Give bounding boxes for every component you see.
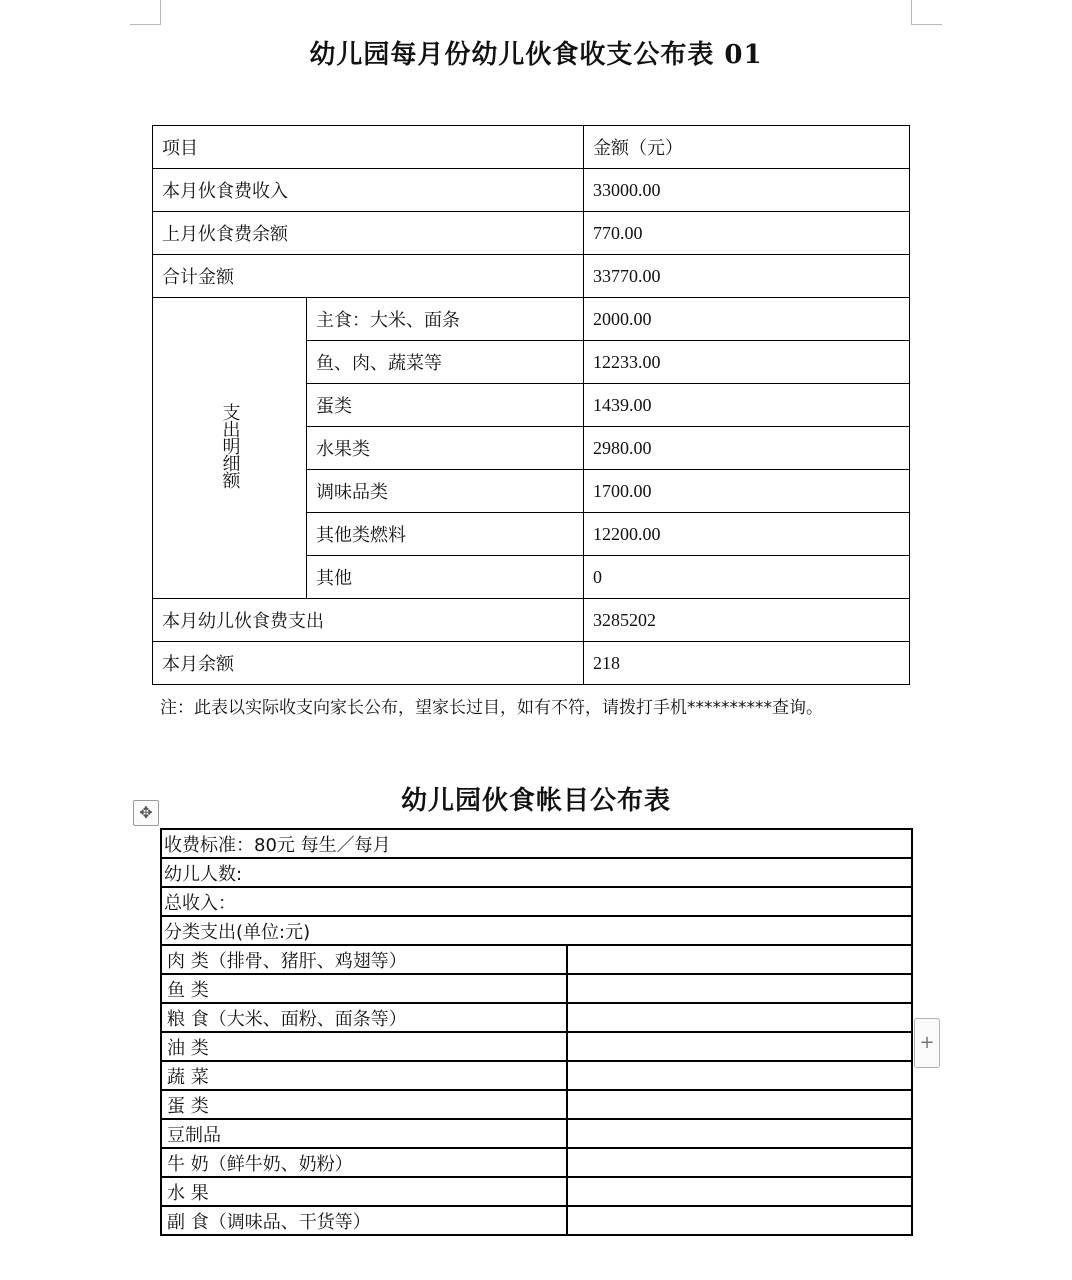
row-amount: 33000.00: [584, 169, 910, 212]
summary-label: 本月余额: [153, 642, 584, 685]
table-row: [161, 1003, 912, 1032]
category-label: 豆制品: [161, 1119, 567, 1148]
row-label: 合计金额: [153, 255, 584, 298]
category-label: 鱼 类: [161, 974, 567, 1003]
info-row: 幼儿人数:: [161, 858, 912, 887]
expense-amount: 1700.00: [584, 470, 910, 513]
table-row: [161, 887, 912, 916]
move-arrows-icon[interactable]: ✥: [133, 800, 159, 826]
page-corner-mark-right: [911, 0, 942, 25]
category-amount-cell[interactable]: [567, 1003, 912, 1032]
row-amount: 33770.00: [584, 255, 910, 298]
category-amount-cell[interactable]: [567, 1177, 912, 1206]
expense-amount: 0: [584, 556, 910, 599]
table-row: [161, 1032, 912, 1061]
header-amount: 金额（元）: [584, 126, 910, 169]
info-row: 收费标准：80元 每生／每月: [161, 829, 912, 858]
plus-icon[interactable]: +: [914, 1018, 940, 1068]
summary-amount: 3285202: [584, 599, 910, 642]
category-label: 肉 类（排骨、猪肝、鸡翅等）: [161, 945, 567, 974]
category-amount-cell[interactable]: [567, 1090, 912, 1119]
expense-label: 蛋类: [307, 384, 584, 427]
doc2-table: [160, 828, 913, 1236]
category-amount-cell[interactable]: [567, 945, 912, 974]
table-row: [161, 1061, 912, 1090]
table-row: [161, 974, 912, 1003]
doc1-table: [152, 125, 910, 685]
category-amount-cell[interactable]: [567, 1061, 912, 1090]
expense-label: 其他: [307, 556, 584, 599]
expense-amount: 2980.00: [584, 427, 910, 470]
summary-amount: 218: [584, 642, 910, 685]
row-amount: 770.00: [584, 212, 910, 255]
expense-amount: 2000.00: [584, 298, 910, 341]
expense-label: 其他类燃料: [307, 513, 584, 556]
header-item: 项目: [153, 126, 584, 169]
table-row: [161, 945, 912, 974]
doc1-title: 幼儿园每月份幼儿伙食收支公布表 01: [309, 40, 763, 70]
category-amount-cell[interactable]: [567, 1119, 912, 1148]
row-label: 本月伙食费收入: [153, 169, 584, 212]
category-label: 副 食（调味品、干货等）: [161, 1206, 567, 1235]
category-amount-cell[interactable]: [567, 974, 912, 1003]
category-amount-cell[interactable]: [567, 1148, 912, 1177]
expense-amount: 12233.00: [584, 341, 910, 384]
table-row: [161, 1206, 912, 1235]
category-amount-cell[interactable]: [567, 1032, 912, 1061]
table-row: [153, 126, 910, 169]
category-label: 水 果: [161, 1177, 567, 1206]
expense-label: 鱼、肉、蔬菜等: [307, 341, 584, 384]
table-row: [161, 829, 912, 858]
category-label: 蛋 类: [161, 1090, 567, 1119]
table-row: [153, 255, 910, 298]
table-row: [161, 1177, 912, 1206]
expense-amount: 1439.00: [584, 384, 910, 427]
expense-group-label: 支出明细额: [219, 403, 241, 488]
table-row: [161, 1148, 912, 1177]
expense-label: 主食：大米、面条: [307, 298, 584, 341]
expense-label: 调味品类: [307, 470, 584, 513]
info-row: 分类支出(单位:元): [161, 916, 912, 945]
page-corner-mark-left: [130, 0, 161, 25]
table-row: [161, 1119, 912, 1148]
table-row: [161, 1090, 912, 1119]
table-row: [153, 642, 910, 685]
info-row: 总收入：: [161, 887, 912, 916]
category-amount-cell[interactable]: [567, 1206, 912, 1235]
category-label: 牛 奶（鲜牛奶、奶粉）: [161, 1148, 567, 1177]
category-label: 粮 食（大米、面粉、面条等）: [161, 1003, 567, 1032]
table-row: [153, 169, 910, 212]
summary-label: 本月幼儿伙食费支出: [153, 599, 584, 642]
expense-group-cell: [153, 298, 307, 599]
table-row: [161, 916, 912, 945]
doc1-note: 注：此表以实际收支向家长公布，望家长过目，如有不符，请拨打手机**********查询。: [160, 698, 823, 718]
doc2-title: 幼儿园伙食帐目公布表: [400, 786, 671, 816]
category-label: 油 类: [161, 1032, 567, 1061]
table-row: [153, 599, 910, 642]
table-row: [161, 858, 912, 887]
table-row: [153, 298, 910, 341]
category-label: 蔬 菜: [161, 1061, 567, 1090]
row-label: 上月伙食费余额: [153, 212, 584, 255]
expense-amount: 12200.00: [584, 513, 910, 556]
expense-label: 水果类: [307, 427, 584, 470]
table-row: [153, 212, 910, 255]
